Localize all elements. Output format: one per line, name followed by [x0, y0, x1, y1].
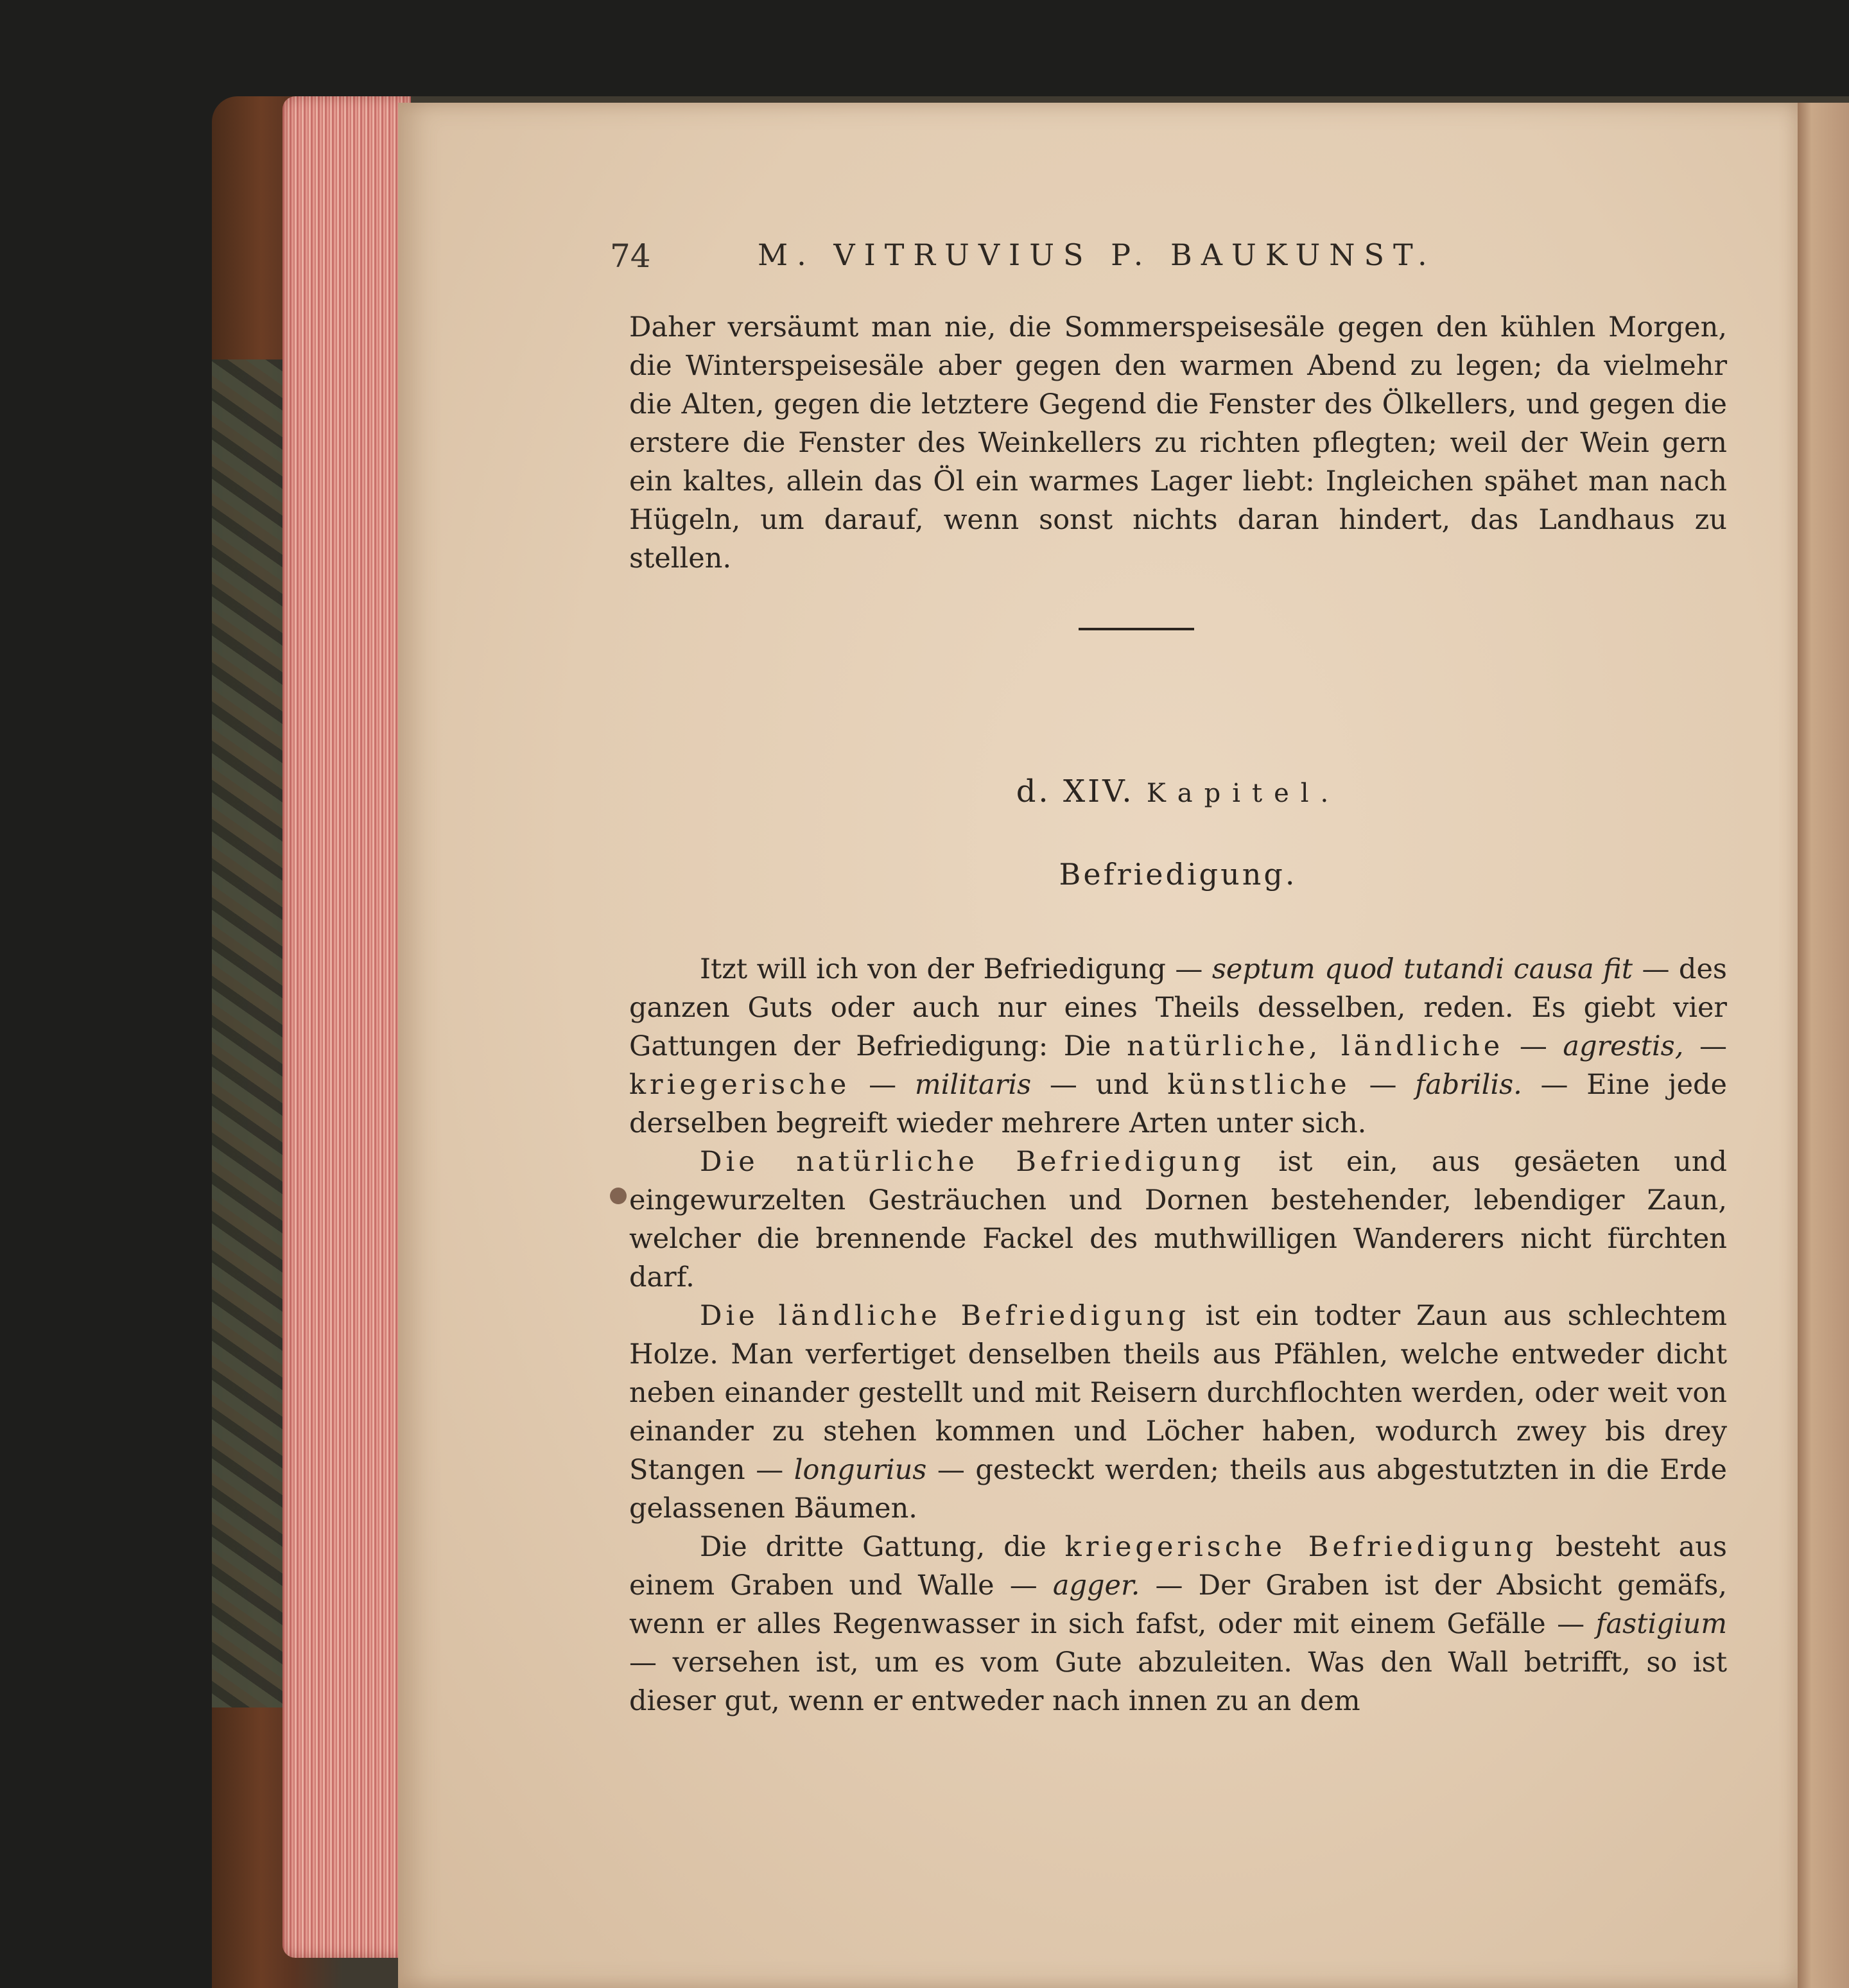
chapter-letter: d.: [1016, 774, 1051, 809]
spaced-term: künstliche: [1167, 1069, 1351, 1101]
page-header: [610, 238, 1766, 295]
paragraph-military: [629, 1528, 1727, 1720]
spaced-term: Die natürliche Befriedigung: [700, 1146, 1245, 1178]
page-edges: [282, 96, 411, 1958]
text-run: —: [1683, 1030, 1728, 1062]
paragraph-intro: [629, 950, 1727, 1143]
text-run: — versehen ist, um es vom Gute abzuleiten. Was den Wall betrifft, so ist dieser gut, wenn er entweder nach innen zu an dem: [629, 1647, 1727, 1717]
text-run: —: [1504, 1030, 1563, 1062]
text-run: —: [850, 1069, 915, 1101]
spaced-term: Die ländliche Befriedigung: [700, 1300, 1190, 1332]
top-paragraph: Daher versäumt man nie, die Sommerspeisesäle gegen den kühlen Morgen, die Winterspeisesäle aber gegen den warmen Abend zu legen; da vielmehr die Alten, gegen die letztere Gegend die Fenster des Ölkellers, und gegen die erstere die Fenster des Weinkellers zu richten pflegten; weil der Wein gern ein kaltes, allein das Öl ein warmes Lager liebt: Ingleichen spähet man nach Hügeln, um darauf, wenn sonst nichts daran hindert, das Landhaus zu stellen.: [629, 311, 1727, 575]
latin-term: militaris: [914, 1069, 1032, 1101]
spaced-term: kriegerische: [629, 1069, 851, 1101]
spaced-term: kriegerische Befriedigung: [1064, 1531, 1538, 1563]
page-number: 74: [610, 238, 651, 275]
spaced-term: natürliche, ländliche: [1127, 1030, 1504, 1062]
text-run: — Der Graben ist der Absicht gemäfs, wenn er alles Regenwasser in sich fafst, oder mit einem Gefälle —: [629, 1569, 1727, 1640]
text-run: — gesteckt werden; theils aus abgestutzten in die Erde gelassenen Bäumen.: [629, 1454, 1727, 1525]
top-paragraph-block: [629, 308, 1727, 578]
text-run: ist ein, aus gesäeten und eingewurzelten Gesträuchen und Dornen bestehender, lebendiger Zaun, welcher die brennende Fackel des muthwilligen Wanderers nicht fürchten darf.: [629, 1146, 1727, 1293]
text-run: — Eine jede derselben begreift wieder mehrere Arten unter sich.: [629, 1069, 1727, 1139]
text-run: besteht aus einem Graben und Walle —: [629, 1531, 1727, 1602]
paragraph-natural: [629, 1143, 1727, 1297]
latin-term: longurius: [794, 1454, 927, 1486]
latin-term: agrestis,: [1563, 1030, 1684, 1062]
text-run: ist ein todter Zaun aus schlechtem Holze. Man verfertiget denselben theils aus Pfählen, welche entweder dicht neben einander gestellt und mit Reisern durchflochten werden, oder weit von einander zu stehen kommen und Löcher haben, wodurch zwey bis drey Stangen —: [629, 1300, 1727, 1486]
book-page: [398, 103, 1798, 1988]
chapter-heading: [629, 774, 1727, 809]
text-run: Die dritte Gattung, die: [700, 1531, 1065, 1563]
latin-term: agger.: [1052, 1569, 1140, 1602]
section-divider: [1079, 628, 1194, 630]
chapter-body: [629, 950, 1727, 1720]
latin-term: fastigium: [1595, 1608, 1727, 1640]
text-run: Itzt will ich von der Befriedigung —: [700, 953, 1212, 985]
paragraph-rural: [629, 1297, 1727, 1528]
running-head: M. VITRUVIUS P. BAUKUNST.: [758, 238, 1436, 272]
latin-term: septum quod tutandi causa fit: [1211, 953, 1633, 985]
facing-page-edge: [1791, 103, 1849, 1988]
marbled-cover-edge: [212, 359, 282, 1707]
chapter-numeral: XIV.: [1063, 774, 1134, 809]
text-run: — und: [1031, 1069, 1168, 1101]
text-run: —: [1350, 1069, 1416, 1101]
latin-term: fabrilis.: [1415, 1069, 1522, 1101]
text-run: — des ganzen Guts oder auch nur eines Theils desselben, reden. Es giebt vier Gattungen der Befriedigung: Die: [629, 953, 1727, 1062]
ink-stain: [610, 1188, 627, 1204]
chapter-title: Befriedigung.: [1059, 857, 1298, 892]
chapter-word: Kapitel.: [1146, 779, 1341, 808]
